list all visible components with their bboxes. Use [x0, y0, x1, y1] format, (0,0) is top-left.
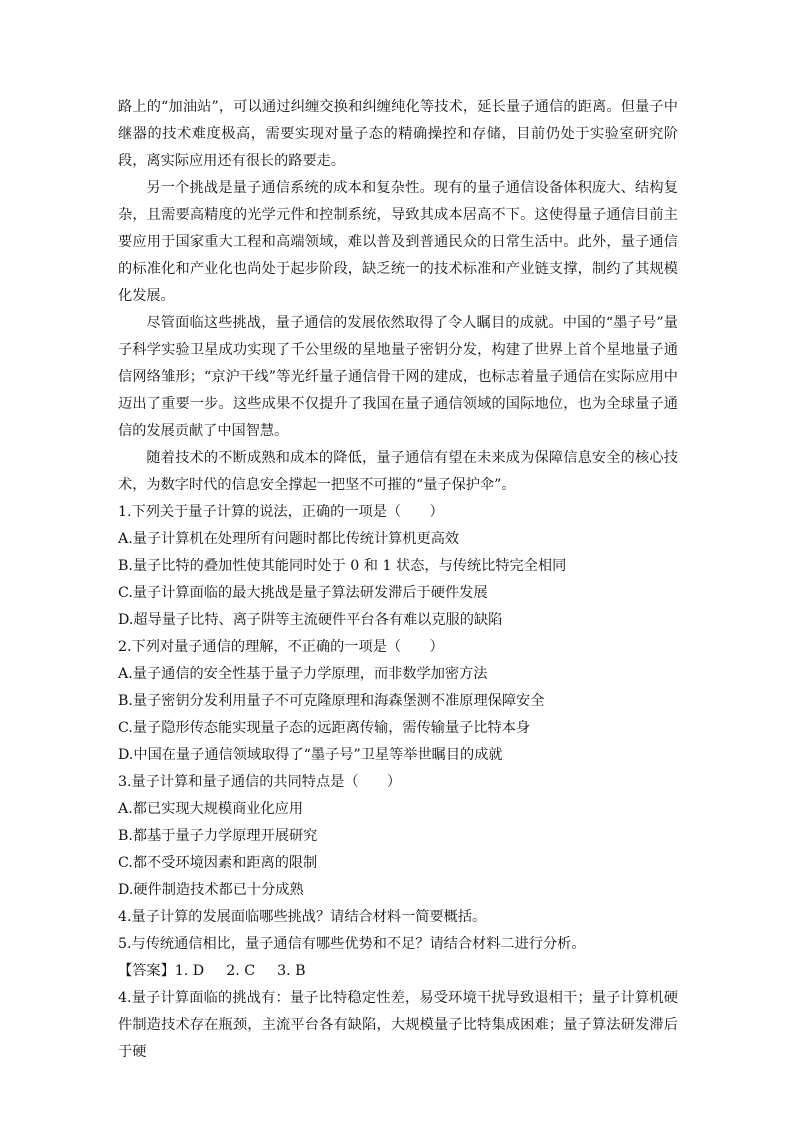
question-stem: 2.下列对量子通信的理解，不正确的一项是（ ）: [118, 639, 444, 655]
option-c: C.量子计算面临的最大挑战是量子算法研发滞后于硬件发展: [118, 585, 488, 601]
answer-key: [118, 958, 678, 985]
answer-label: 【答案】: [118, 963, 175, 979]
question-1: [118, 499, 678, 634]
answer-item-2: 2. C: [226, 963, 256, 979]
option-b: B.量子密钥分发利用量子不可克隆原理和海森堡测不准原理保障安全: [118, 693, 545, 709]
passage-paragraph-4: 随着技术的不断成熟和成本的降低，量子通信有望在未来成为保障信息安全的核心技术，为数字时代的信息安全撑起一把坚不可摧的“量子保护伞”。: [118, 450, 678, 493]
option-d: D.超导量子比特、离子阱等主流硬件平台各有难以克服的缺陷: [118, 612, 503, 628]
option-a: A.量子通信的安全性基于量子力学原理，而非数学加密方法: [118, 666, 488, 682]
option-a: A.都已实现大规模商业化应用: [118, 801, 304, 817]
answer-item-3: 3. B: [277, 963, 306, 979]
option-b: B.都基于量子力学原理开展研究: [118, 828, 318, 844]
passage-paragraph-2: 另一个挑战是量子通信系统的成本和复杂性。现有的量子通信设备体积庞大、结构复杂，且需要高精度的光学元件和控制系统，导致其成本居高不下。这使得量子通信目前主要应用于国家重大工程和高端领域，难以普及到普通民众的日常生活中。此外，量子通信的标准化和产业化也尚处于起步阶段，缺乏统一的技术标准和产业链支撑，制约了其规模化发展。: [118, 180, 678, 304]
option-b: B.量子比特的叠加性使其能同时处于 0 和 1 状态，与传统比特完全相同: [118, 558, 567, 574]
passage-paragraph-3: 尽管面临这些挑战，量子通信的发展依然取得了令人瞩目的成就。中国的“墨子号”量子科学实验卫星成功实现了千公里级的星地量子密钥分发，构建了世界上首个星地量子通信网络雏形；“京沪干线”等光纤量子通信骨干网的建成，也标志着量子通信在实际应用中迈出了重要一步。这些成果不仅提升了我国在量子通信领域的国际地位，也为全球量子通信的发展贡献了中国智慧。: [118, 315, 678, 439]
document-body: [118, 94, 678, 1066]
answer-explanation: 4.量子计算面临的挑战有：量子比特稳定性差，易受环境干扰导致退相干；量子计算机硬件制造技术存在瓶颈，主流平台各有缺陷，大规模量子比特集成困难；量子算法研发滞后于硬: [118, 990, 678, 1060]
option-d: D.硬件制造技术都已十分成熟: [118, 882, 304, 898]
question-stem: 1.下列关于量子计算的说法，正确的一项是（ ）: [118, 504, 444, 520]
question-3: [118, 769, 678, 904]
option-c: C.量子隐形传态能实现量子态的远距离传输，需传输量子比特本身: [118, 720, 531, 736]
option-a: A.量子计算机在处理所有问题时都比传统计算机更高效: [118, 531, 460, 547]
question-4: 4.量子计算的发展面临哪些挑战？请结合材料一简要概括。: [118, 909, 487, 925]
passage-paragraph-1: 路上的“加油站”，可以通过纠缠交换和纠缠纯化等技术，延长量子通信的距离。但量子中继器的技术难度极高，需要实现对量子态的精确操控和存储，目前仍处于实验室研究阶段，离实际应用还有很长的路要走。: [118, 99, 678, 169]
option-c: C.都不受环境因素和距离的限制: [118, 855, 318, 871]
answer-item-1: 1. D: [174, 963, 205, 979]
question-5: 5.与传统通信相比，量子通信有哪些优势和不足？请结合材料二进行分析。: [118, 936, 586, 952]
option-d: D.中国在量子通信领域取得了“墨子号”卫星等举世瞩目的成就: [118, 747, 503, 763]
question-stem: 3.量子计算和量子通信的共同特点是（ ）: [118, 774, 402, 790]
question-2: [118, 634, 678, 769]
